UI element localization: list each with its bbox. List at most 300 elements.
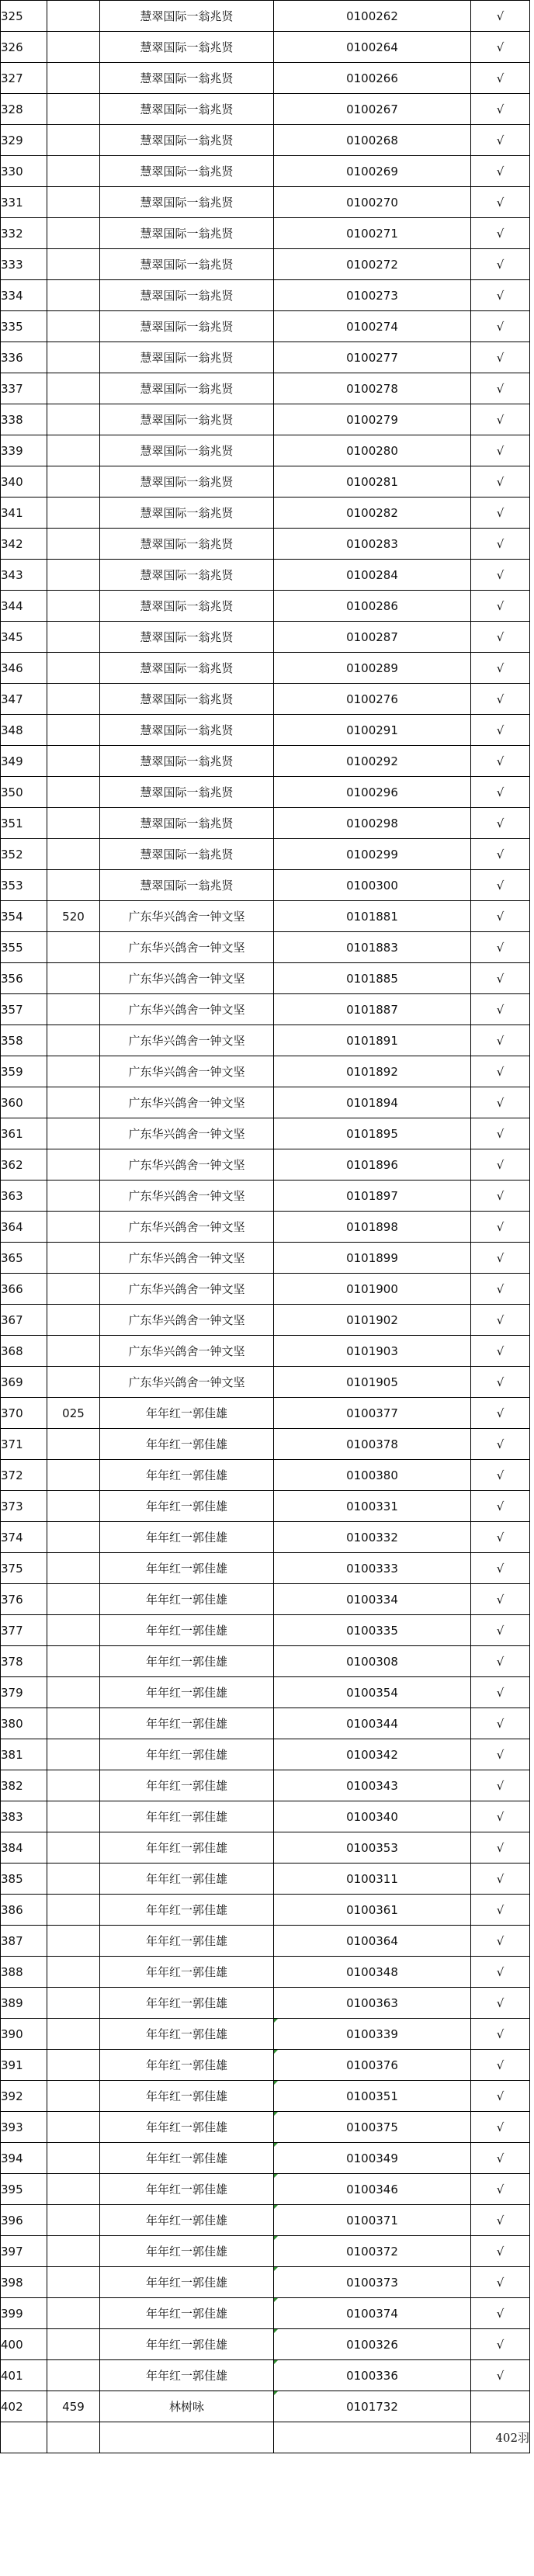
owner-name: 慧翠国际一翁兆贤 xyxy=(100,560,274,591)
table-row xyxy=(1,1957,530,1988)
row-number: 359 xyxy=(1,1056,47,1087)
ring-code: 0100348 xyxy=(274,1957,471,1988)
group-code xyxy=(47,1832,100,1864)
owner-name: 年年红一郭佳雄 xyxy=(100,2329,274,2360)
group-code xyxy=(47,2329,100,2360)
group-code xyxy=(47,32,100,63)
table-row xyxy=(1,1708,530,1739)
row-number: 349 xyxy=(1,746,47,777)
group-code xyxy=(47,125,100,156)
owner-name: 慧翠国际一翁兆贤 xyxy=(100,529,274,560)
check-mark: √ xyxy=(471,932,530,963)
table-row xyxy=(1,1864,530,1895)
row-number: 348 xyxy=(1,715,47,746)
check-mark: √ xyxy=(471,746,530,777)
ring-code: 0101896 xyxy=(274,1149,471,1181)
check-mark: √ xyxy=(471,1988,530,2019)
owner-name: 慧翠国际一翁兆贤 xyxy=(100,653,274,684)
group-code xyxy=(47,2050,100,2081)
group-code xyxy=(47,1584,100,1615)
check-mark: √ xyxy=(471,2112,530,2143)
table-row xyxy=(1,1243,530,1274)
row-number: 366 xyxy=(1,1274,47,1305)
row-number: 325 xyxy=(1,1,47,32)
group-code xyxy=(47,2019,100,2050)
group-code xyxy=(47,1491,100,1522)
check-mark: √ xyxy=(471,1398,530,1429)
group-code xyxy=(47,1429,100,1460)
table-row xyxy=(1,1398,530,1429)
row-number: 382 xyxy=(1,1770,47,1801)
row-number: 356 xyxy=(1,963,47,994)
owner-name: 慧翠国际一翁兆贤 xyxy=(100,808,274,839)
check-mark: √ xyxy=(471,777,530,808)
table-row xyxy=(1,280,530,311)
ring-code: 0101891 xyxy=(274,1025,471,1056)
owner-name: 年年红一郭佳雄 xyxy=(100,1398,274,1429)
row-number: 357 xyxy=(1,994,47,1025)
group-code xyxy=(47,1864,100,1895)
group-code xyxy=(47,1522,100,1553)
group-code xyxy=(47,1895,100,1926)
check-mark: √ xyxy=(471,466,530,498)
table-row xyxy=(1,870,530,901)
row-number: 393 xyxy=(1,2112,47,2143)
owner-name: 年年红一郭佳雄 xyxy=(100,1646,274,1677)
check-mark: √ xyxy=(471,1770,530,1801)
group-code xyxy=(47,591,100,622)
check-mark: √ xyxy=(471,1926,530,1957)
check-mark xyxy=(471,2391,530,2422)
group-code xyxy=(47,2360,100,2391)
owner-name: 年年红一郭佳雄 xyxy=(100,1770,274,1801)
group-code xyxy=(47,1243,100,1274)
owner-name: 年年红一郭佳雄 xyxy=(100,1615,274,1646)
ring-code: 0100346 xyxy=(274,2174,471,2205)
row-number: 378 xyxy=(1,1646,47,1677)
footer-empty-cell xyxy=(274,2422,471,2453)
group-code: 459 xyxy=(47,2391,100,2422)
owner-name: 广东华兴鸽舍一钟文坚 xyxy=(100,1305,274,1336)
check-mark: √ xyxy=(471,2236,530,2267)
owner-name: 年年红一郭佳雄 xyxy=(100,2019,274,2050)
group-code xyxy=(47,1025,100,1056)
check-mark: √ xyxy=(471,249,530,280)
table-row xyxy=(1,2143,530,2174)
owner-name: 慧翠国际一翁兆贤 xyxy=(100,32,274,63)
owner-name: 慧翠国际一翁兆贤 xyxy=(100,249,274,280)
owner-name: 年年红一郭佳雄 xyxy=(100,2236,274,2267)
ring-code: 0100349 xyxy=(274,2143,471,2174)
owner-name: 慧翠国际一翁兆贤 xyxy=(100,435,274,466)
ring-code: 0100344 xyxy=(274,1708,471,1739)
owner-name: 年年红一郭佳雄 xyxy=(100,1926,274,1957)
row-number: 347 xyxy=(1,684,47,715)
owner-name: 广东华兴鸽舍一钟文坚 xyxy=(100,1118,274,1149)
check-mark: √ xyxy=(471,1,530,32)
table-row xyxy=(1,1926,530,1957)
check-mark: √ xyxy=(471,1553,530,1584)
ring-code: 0100296 xyxy=(274,777,471,808)
group-code xyxy=(47,1957,100,1988)
table-row xyxy=(1,1118,530,1149)
row-number: 333 xyxy=(1,249,47,280)
table-row xyxy=(1,808,530,839)
table-row xyxy=(1,1367,530,1398)
owner-name: 慧翠国际一翁兆贤 xyxy=(100,187,274,218)
row-number: 402 xyxy=(1,2391,47,2422)
table-row xyxy=(1,1770,530,1801)
owner-name: 年年红一郭佳雄 xyxy=(100,1584,274,1615)
table-row xyxy=(1,187,530,218)
table-row xyxy=(1,1056,530,1087)
check-mark: √ xyxy=(471,839,530,870)
owner-name: 广东华兴鸽舍一钟文坚 xyxy=(100,1181,274,1212)
owner-name: 年年红一郭佳雄 xyxy=(100,2360,274,2391)
row-number: 401 xyxy=(1,2360,47,2391)
row-number: 368 xyxy=(1,1336,47,1367)
group-code xyxy=(47,2205,100,2236)
owner-name: 广东华兴鸽舍一钟文坚 xyxy=(100,1336,274,1367)
ledger-footer-row xyxy=(1,2422,530,2453)
group-code xyxy=(47,1615,100,1646)
group-code xyxy=(47,529,100,560)
row-number: 328 xyxy=(1,94,47,125)
group-code xyxy=(47,2267,100,2298)
ring-code: 0100340 xyxy=(274,1801,471,1832)
table-row xyxy=(1,1025,530,1056)
row-number: 364 xyxy=(1,1212,47,1243)
check-mark: √ xyxy=(471,187,530,218)
row-number: 372 xyxy=(1,1460,47,1491)
table-row xyxy=(1,1274,530,1305)
table-row xyxy=(1,2298,530,2329)
group-code xyxy=(47,373,100,404)
row-number: 365 xyxy=(1,1243,47,1274)
row-number: 392 xyxy=(1,2081,47,2112)
group-code xyxy=(47,1305,100,1336)
group-code xyxy=(47,684,100,715)
table-row xyxy=(1,1336,530,1367)
owner-name: 慧翠国际一翁兆贤 xyxy=(100,466,274,498)
table-row xyxy=(1,2050,530,2081)
row-number: 326 xyxy=(1,32,47,63)
ring-code: 0100289 xyxy=(274,653,471,684)
owner-name: 年年红一郭佳雄 xyxy=(100,1957,274,1988)
group-code xyxy=(47,994,100,1025)
ring-code: 0100376 xyxy=(274,2050,471,2081)
ring-code: 0100361 xyxy=(274,1895,471,1926)
row-number: 394 xyxy=(1,2143,47,2174)
ring-code: 0101895 xyxy=(274,1118,471,1149)
check-mark: √ xyxy=(471,1212,530,1243)
check-mark: √ xyxy=(471,529,530,560)
check-mark: √ xyxy=(471,808,530,839)
table-row xyxy=(1,1181,530,1212)
group-code xyxy=(47,435,100,466)
table-row xyxy=(1,653,530,684)
owner-name: 年年红一郭佳雄 xyxy=(100,1553,274,1584)
owner-name: 广东华兴鸽舍一钟文坚 xyxy=(100,1149,274,1181)
ring-code: 0100281 xyxy=(274,466,471,498)
group-code xyxy=(47,2112,100,2143)
group-code: 025 xyxy=(47,1398,100,1429)
ring-code: 0100373 xyxy=(274,2267,471,2298)
check-mark: √ xyxy=(471,1895,530,1926)
group-code: 520 xyxy=(47,901,100,932)
ring-code: 0101905 xyxy=(274,1367,471,1398)
ring-code: 0101903 xyxy=(274,1336,471,1367)
ring-code: 0101885 xyxy=(274,963,471,994)
ring-code: 0101897 xyxy=(274,1181,471,1212)
table-row xyxy=(1,746,530,777)
row-number: 331 xyxy=(1,187,47,218)
owner-name: 年年红一郭佳雄 xyxy=(100,2267,274,2298)
table-row xyxy=(1,435,530,466)
owner-name: 林树咏 xyxy=(100,2391,274,2422)
table-row xyxy=(1,1429,530,1460)
group-code xyxy=(47,156,100,187)
row-number: 398 xyxy=(1,2267,47,2298)
ring-code: 0100378 xyxy=(274,1429,471,1460)
ring-code: 0100284 xyxy=(274,560,471,591)
ring-code: 0101732 xyxy=(274,2391,471,2422)
table-row xyxy=(1,63,530,94)
group-code xyxy=(47,560,100,591)
check-mark: √ xyxy=(471,622,530,653)
group-code xyxy=(47,1708,100,1739)
ring-code: 0100374 xyxy=(274,2298,471,2329)
owner-name: 广东华兴鸽舍一钟文坚 xyxy=(100,963,274,994)
row-number: 373 xyxy=(1,1491,47,1522)
group-code xyxy=(47,622,100,653)
check-mark: √ xyxy=(471,901,530,932)
group-code xyxy=(47,187,100,218)
group-code xyxy=(47,1149,100,1181)
row-number: 360 xyxy=(1,1087,47,1118)
table-row xyxy=(1,2019,530,2050)
group-code xyxy=(47,218,100,249)
ring-code: 0100279 xyxy=(274,404,471,435)
group-code xyxy=(47,280,100,311)
check-mark: √ xyxy=(471,2360,530,2391)
row-number: 381 xyxy=(1,1739,47,1770)
owner-name: 年年红一郭佳雄 xyxy=(100,1460,274,1491)
owner-name: 年年红一郭佳雄 xyxy=(100,2298,274,2329)
row-number: 362 xyxy=(1,1149,47,1181)
ring-code: 0100292 xyxy=(274,746,471,777)
row-number: 391 xyxy=(1,2050,47,2081)
ring-code: 0101881 xyxy=(274,901,471,932)
group-code xyxy=(47,1118,100,1149)
group-code xyxy=(47,1770,100,1801)
table-row xyxy=(1,249,530,280)
ring-code: 0100272 xyxy=(274,249,471,280)
table-row xyxy=(1,1,530,32)
table-row xyxy=(1,156,530,187)
owner-name: 慧翠国际一翁兆贤 xyxy=(100,622,274,653)
owner-name: 慧翠国际一翁兆贤 xyxy=(100,218,274,249)
table-row xyxy=(1,1895,530,1926)
group-code xyxy=(47,808,100,839)
check-mark: √ xyxy=(471,311,530,342)
group-code xyxy=(47,466,100,498)
table-row xyxy=(1,94,530,125)
table-row xyxy=(1,342,530,373)
group-code xyxy=(47,715,100,746)
check-mark: √ xyxy=(471,684,530,715)
owner-name: 广东华兴鸽舍一钟文坚 xyxy=(100,1212,274,1243)
check-mark: √ xyxy=(471,560,530,591)
owner-name: 年年红一郭佳雄 xyxy=(100,2143,274,2174)
owner-name: 慧翠国际一翁兆贤 xyxy=(100,839,274,870)
ring-code: 0100339 xyxy=(274,2019,471,2050)
check-mark: √ xyxy=(471,1739,530,1770)
owner-name: 慧翠国际一翁兆贤 xyxy=(100,63,274,94)
table-row xyxy=(1,1149,530,1181)
owner-name: 广东华兴鸽舍一钟文坚 xyxy=(100,1025,274,1056)
row-number: 343 xyxy=(1,560,47,591)
ring-code: 0100286 xyxy=(274,591,471,622)
owner-name: 年年红一郭佳雄 xyxy=(100,2081,274,2112)
owner-name: 年年红一郭佳雄 xyxy=(100,1895,274,1926)
row-number: 367 xyxy=(1,1305,47,1336)
ring-code: 0101899 xyxy=(274,1243,471,1274)
ring-code: 0100372 xyxy=(274,2236,471,2267)
ring-code: 0100371 xyxy=(274,2205,471,2236)
owner-name: 慧翠国际一翁兆贤 xyxy=(100,342,274,373)
check-mark: √ xyxy=(471,63,530,94)
row-number: 374 xyxy=(1,1522,47,1553)
group-code xyxy=(47,1056,100,1087)
row-number: 350 xyxy=(1,777,47,808)
group-code xyxy=(47,2143,100,2174)
table-row xyxy=(1,777,530,808)
check-mark: √ xyxy=(471,1243,530,1274)
table-row xyxy=(1,1460,530,1491)
table-row xyxy=(1,2236,530,2267)
table-row xyxy=(1,529,530,560)
table-row xyxy=(1,2174,530,2205)
owner-name: 年年红一郭佳雄 xyxy=(100,2174,274,2205)
row-number: 346 xyxy=(1,653,47,684)
row-number: 386 xyxy=(1,1895,47,1926)
ring-code: 0100351 xyxy=(274,2081,471,2112)
footer-empty-cell xyxy=(47,2422,100,2453)
check-mark: √ xyxy=(471,1181,530,1212)
check-mark: √ xyxy=(471,715,530,746)
table-row xyxy=(1,1832,530,1864)
ring-code: 0101894 xyxy=(274,1087,471,1118)
group-code xyxy=(47,1677,100,1708)
table-row xyxy=(1,1522,530,1553)
row-number: 387 xyxy=(1,1926,47,1957)
row-number: 377 xyxy=(1,1615,47,1646)
check-mark: √ xyxy=(471,2174,530,2205)
table-row xyxy=(1,125,530,156)
ring-code: 0101900 xyxy=(274,1274,471,1305)
row-number: 363 xyxy=(1,1181,47,1212)
check-mark: √ xyxy=(471,280,530,311)
table-row xyxy=(1,2267,530,2298)
row-number: 397 xyxy=(1,2236,47,2267)
owner-name: 广东华兴鸽舍一钟文坚 xyxy=(100,901,274,932)
check-mark: √ xyxy=(471,1460,530,1491)
table-row xyxy=(1,994,530,1025)
group-code xyxy=(47,963,100,994)
check-mark: √ xyxy=(471,1801,530,1832)
table-row xyxy=(1,1615,530,1646)
row-number: 351 xyxy=(1,808,47,839)
check-mark: √ xyxy=(471,2329,530,2360)
row-number: 358 xyxy=(1,1025,47,1056)
table-row xyxy=(1,1087,530,1118)
ring-code: 0100291 xyxy=(274,715,471,746)
table-row xyxy=(1,839,530,870)
owner-name: 慧翠国际一翁兆贤 xyxy=(100,280,274,311)
check-mark: √ xyxy=(471,373,530,404)
ring-code: 0100380 xyxy=(274,1460,471,1491)
ring-code: 0100311 xyxy=(274,1864,471,1895)
ring-code: 0101902 xyxy=(274,1305,471,1336)
group-code xyxy=(47,1553,100,1584)
check-mark: √ xyxy=(471,2205,530,2236)
owner-name: 慧翠国际一翁兆贤 xyxy=(100,1,274,32)
ring-code: 0100262 xyxy=(274,1,471,32)
table-row xyxy=(1,2081,530,2112)
table-row xyxy=(1,373,530,404)
group-code xyxy=(47,870,100,901)
check-mark: √ xyxy=(471,498,530,529)
owner-name: 慧翠国际一翁兆贤 xyxy=(100,746,274,777)
group-code xyxy=(47,2298,100,2329)
table-row xyxy=(1,932,530,963)
check-mark: √ xyxy=(471,2267,530,2298)
check-mark: √ xyxy=(471,1708,530,1739)
owner-name: 年年红一郭佳雄 xyxy=(100,1864,274,1895)
ring-code: 0100274 xyxy=(274,311,471,342)
group-code xyxy=(47,1988,100,2019)
ring-code: 0100280 xyxy=(274,435,471,466)
group-code xyxy=(47,1,100,32)
group-code xyxy=(47,63,100,94)
ring-code: 0100266 xyxy=(274,63,471,94)
ring-code: 0100276 xyxy=(274,684,471,715)
table-row xyxy=(1,466,530,498)
group-code xyxy=(47,1460,100,1491)
table-row xyxy=(1,1801,530,1832)
row-number: 336 xyxy=(1,342,47,373)
ring-code: 0100336 xyxy=(274,2360,471,2391)
check-mark: √ xyxy=(471,1118,530,1149)
row-number: 390 xyxy=(1,2019,47,2050)
group-code xyxy=(47,777,100,808)
ring-code: 0100331 xyxy=(274,1491,471,1522)
ring-code: 0100377 xyxy=(274,1398,471,1429)
owner-name: 年年红一郭佳雄 xyxy=(100,1522,274,1553)
row-number: 399 xyxy=(1,2298,47,2329)
group-code xyxy=(47,746,100,777)
table-row xyxy=(1,1646,530,1677)
ring-code: 0100277 xyxy=(274,342,471,373)
check-mark: √ xyxy=(471,342,530,373)
ring-code: 0100278 xyxy=(274,373,471,404)
check-mark: √ xyxy=(471,1336,530,1367)
row-number: 339 xyxy=(1,435,47,466)
group-code xyxy=(47,653,100,684)
check-mark: √ xyxy=(471,1274,530,1305)
ring-code: 0100364 xyxy=(274,1926,471,1957)
